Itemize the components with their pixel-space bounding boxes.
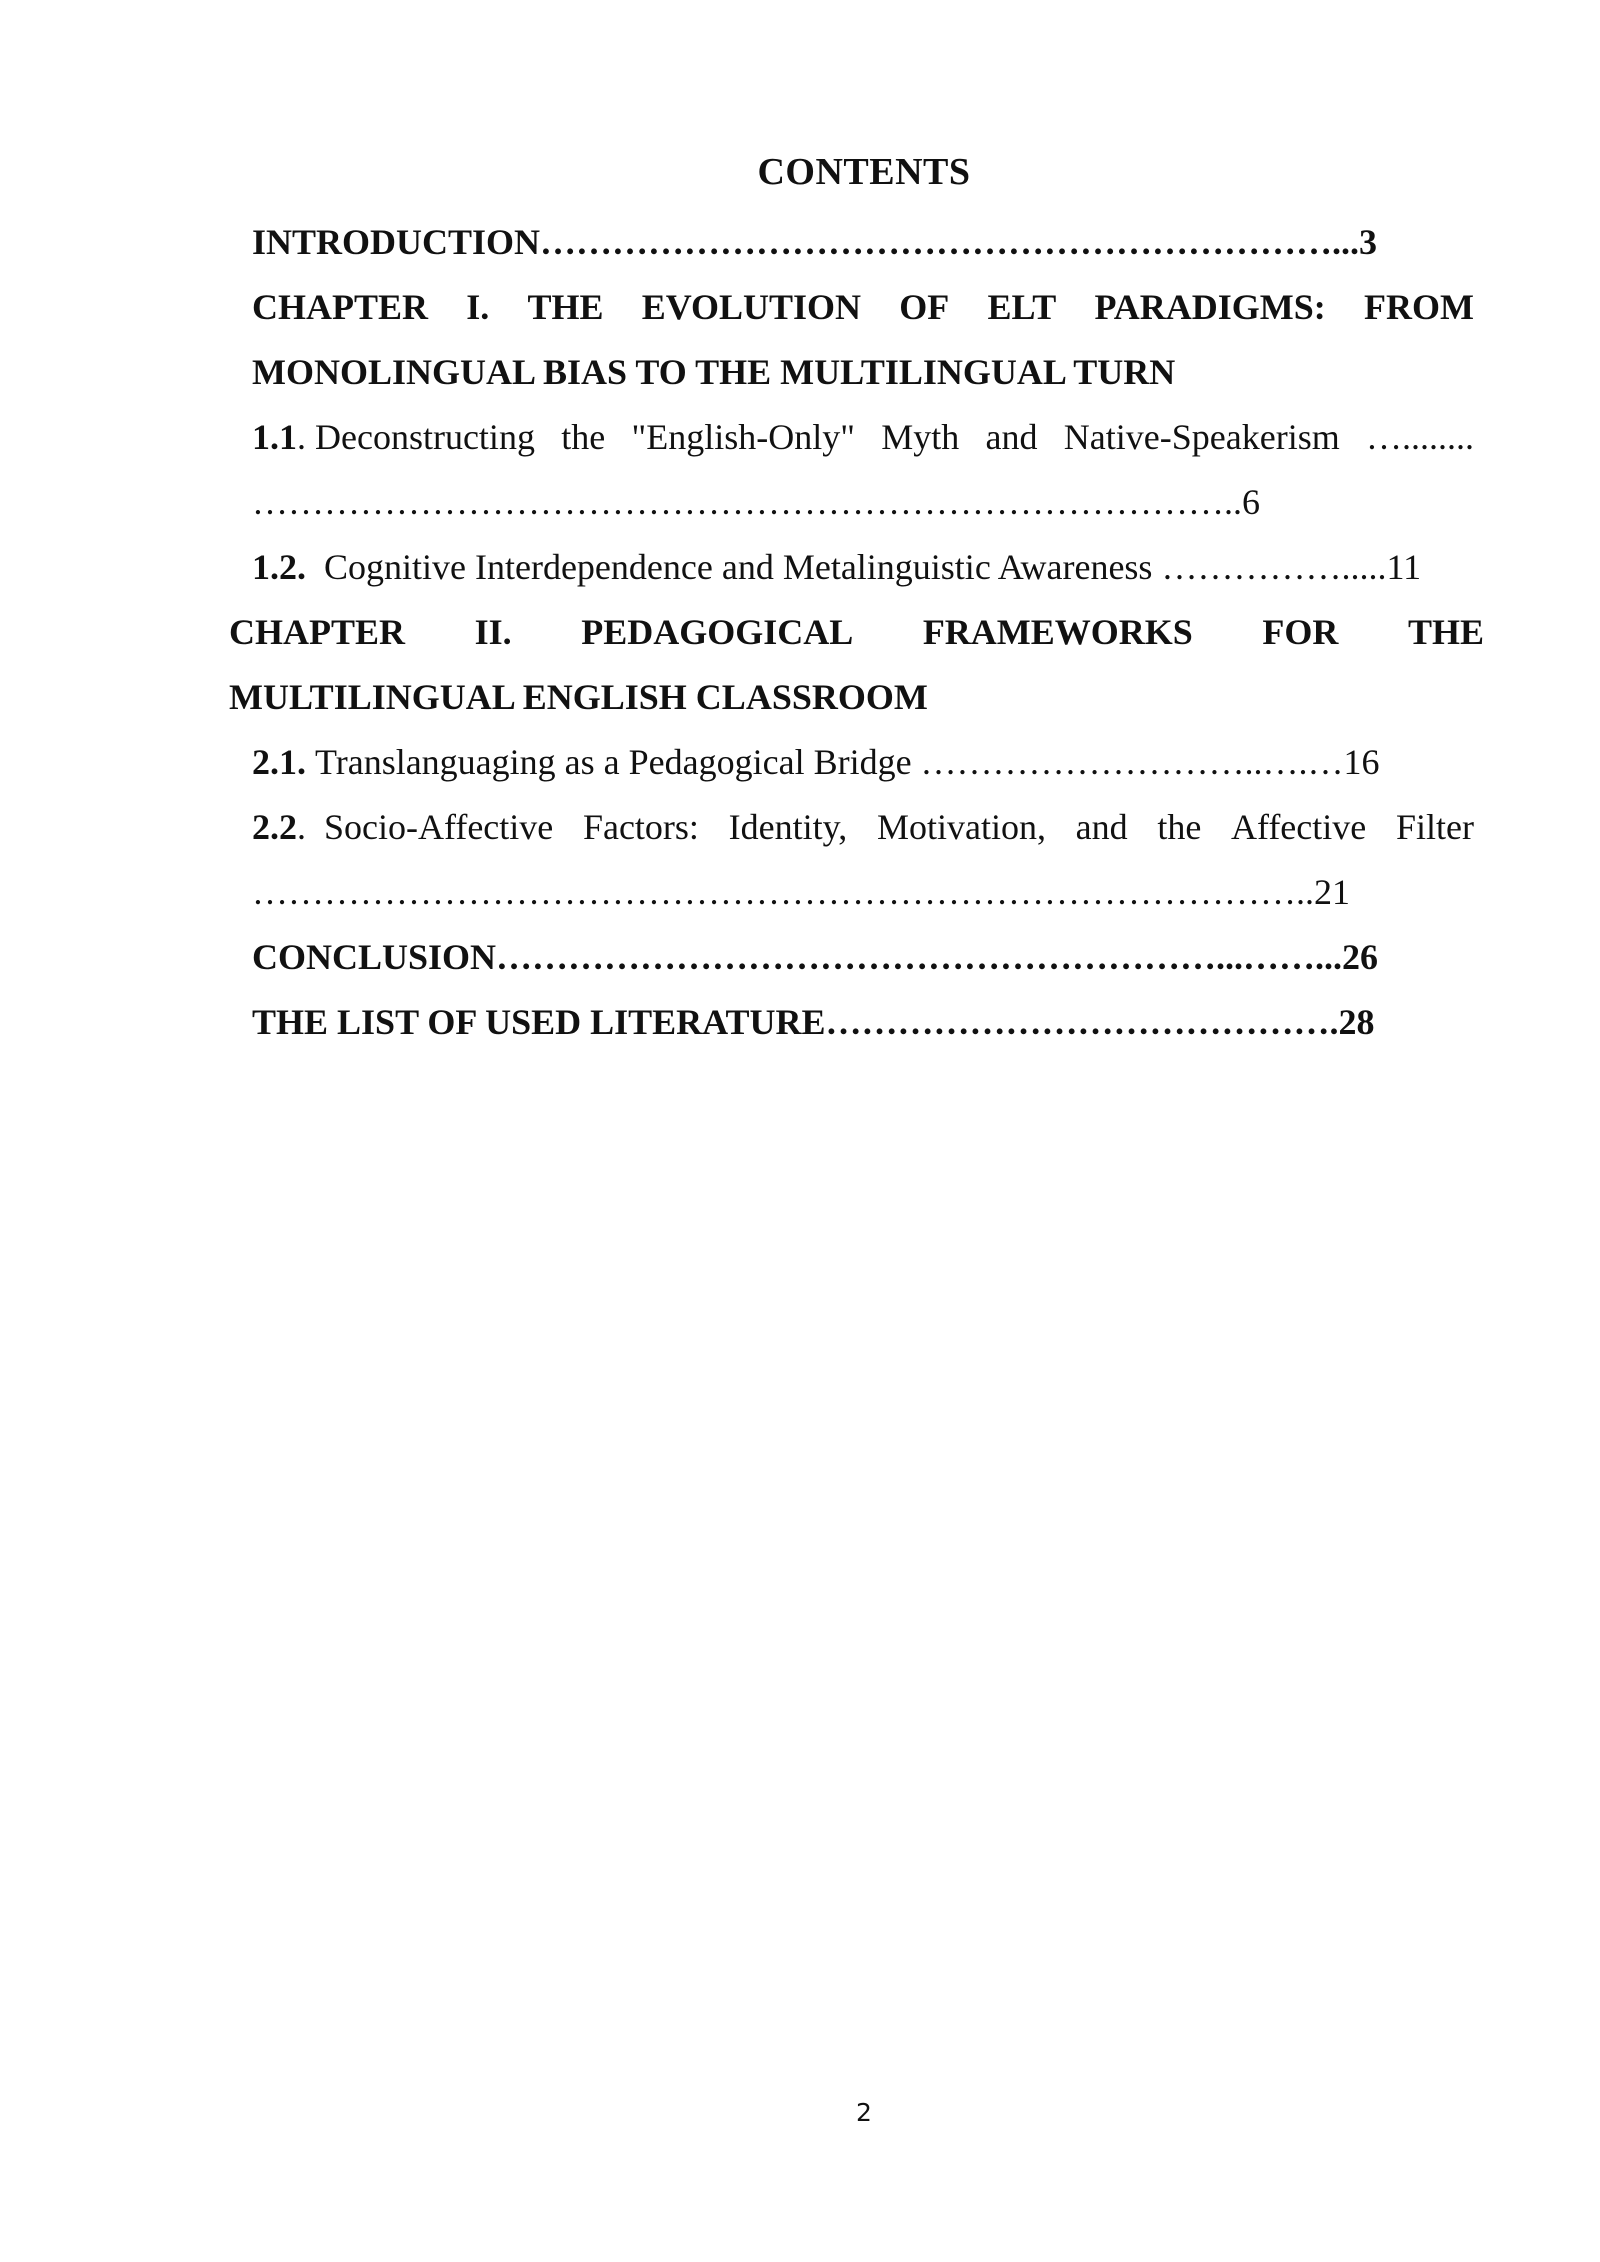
section-2-2-word: . Socio-Affective	[297, 807, 554, 847]
chapter-1-word: PARADIGMS:	[1094, 287, 1326, 327]
toc-entry-conclusion: CONCLUSION……………………………………………………...……...26	[252, 937, 1379, 977]
toc-entry-section-2-1	[252, 740, 1380, 784]
toc-entry-section-1-2	[252, 545, 1421, 589]
toc-entry-chapter-2-line-2: MULTILINGUAL ENGLISH CLASSROOM	[229, 677, 928, 717]
section-1-1-word: "English-Only"	[631, 417, 855, 457]
chapter-2-word: CHAPTER	[229, 612, 406, 652]
section-2-2-word: the	[1157, 807, 1202, 847]
section-1-1-word: and	[985, 417, 1038, 457]
toc-entry-literature: THE LIST OF USED LITERATURE…………………………………….28	[252, 1002, 1375, 1042]
section-1-1-word: . Deconstructing	[297, 417, 535, 457]
section-title: Cognitive Interdependence and Metalinguistic Awareness …………….....11	[324, 547, 1422, 587]
section-2-2-word: Factors:	[582, 807, 699, 847]
chapter-2-word: PEDAGOGICAL	[581, 612, 854, 652]
section-1-1-word: Myth	[881, 417, 960, 457]
section-2-2-word: Motivation,	[876, 807, 1046, 847]
toc-entry-chapter-1-line-1	[252, 285, 1474, 329]
chapter-1-word: EVOLUTION	[641, 287, 862, 327]
toc-entry-section-2-2-line-2: ……………………………………………………………………………..21	[252, 872, 1350, 912]
section-1-1-word: …........	[1366, 417, 1474, 457]
toc-entry-introduction: INTRODUCTION…………………………………………………………...3	[252, 222, 1378, 262]
page-title: CONTENTS	[757, 151, 971, 193]
chapter-2-word: FRAMEWORKS	[922, 612, 1193, 652]
section-number: 2.2	[252, 807, 297, 847]
section-2-2-word: Affective	[1230, 807, 1367, 847]
section-1-1-text	[252, 415, 535, 459]
chapter-1-word: FROM	[1363, 287, 1474, 327]
page-number: 2	[856, 2098, 872, 2127]
toc-entry-section-2-2-line-1	[252, 805, 1474, 849]
section-2-2-word: and	[1075, 807, 1128, 847]
chapter-1-word: CHAPTER	[252, 287, 429, 327]
section-number: 1.1	[252, 417, 297, 457]
section-title: Translanguaging as a Pedagogical Bridge ………………………..….…16	[315, 742, 1380, 782]
toc-entry-chapter-2-line-1	[229, 610, 1484, 654]
toc-entry-chapter-1-line-2: MONOLINGUAL BIAS TO THE MULTILINGUAL TURN	[252, 352, 1176, 392]
section-1-1-word: the	[561, 417, 606, 457]
chapter-1-word: I.	[466, 287, 490, 327]
section-number: 1.2.	[252, 547, 306, 587]
section-number: 2.1.	[252, 742, 306, 782]
chapter-2-word: FOR	[1262, 612, 1339, 652]
toc-entry-section-1-1-line-1	[252, 415, 1474, 459]
chapter-1-word: THE	[527, 287, 604, 327]
section-2-2-word: Filter	[1395, 807, 1474, 847]
section-1-1-word: Native-Speakerism	[1063, 417, 1340, 457]
chapter-2-word: THE	[1407, 612, 1484, 652]
section-2-2-text	[252, 805, 553, 849]
toc-entry-section-1-1-line-2: ………………………………………………………………………..6	[252, 482, 1260, 522]
chapter-1-word: OF	[899, 287, 950, 327]
chapter-2-word: II.	[474, 612, 512, 652]
section-2-2-word: Identity,	[728, 807, 848, 847]
chapter-1-word: ELT	[987, 287, 1057, 327]
